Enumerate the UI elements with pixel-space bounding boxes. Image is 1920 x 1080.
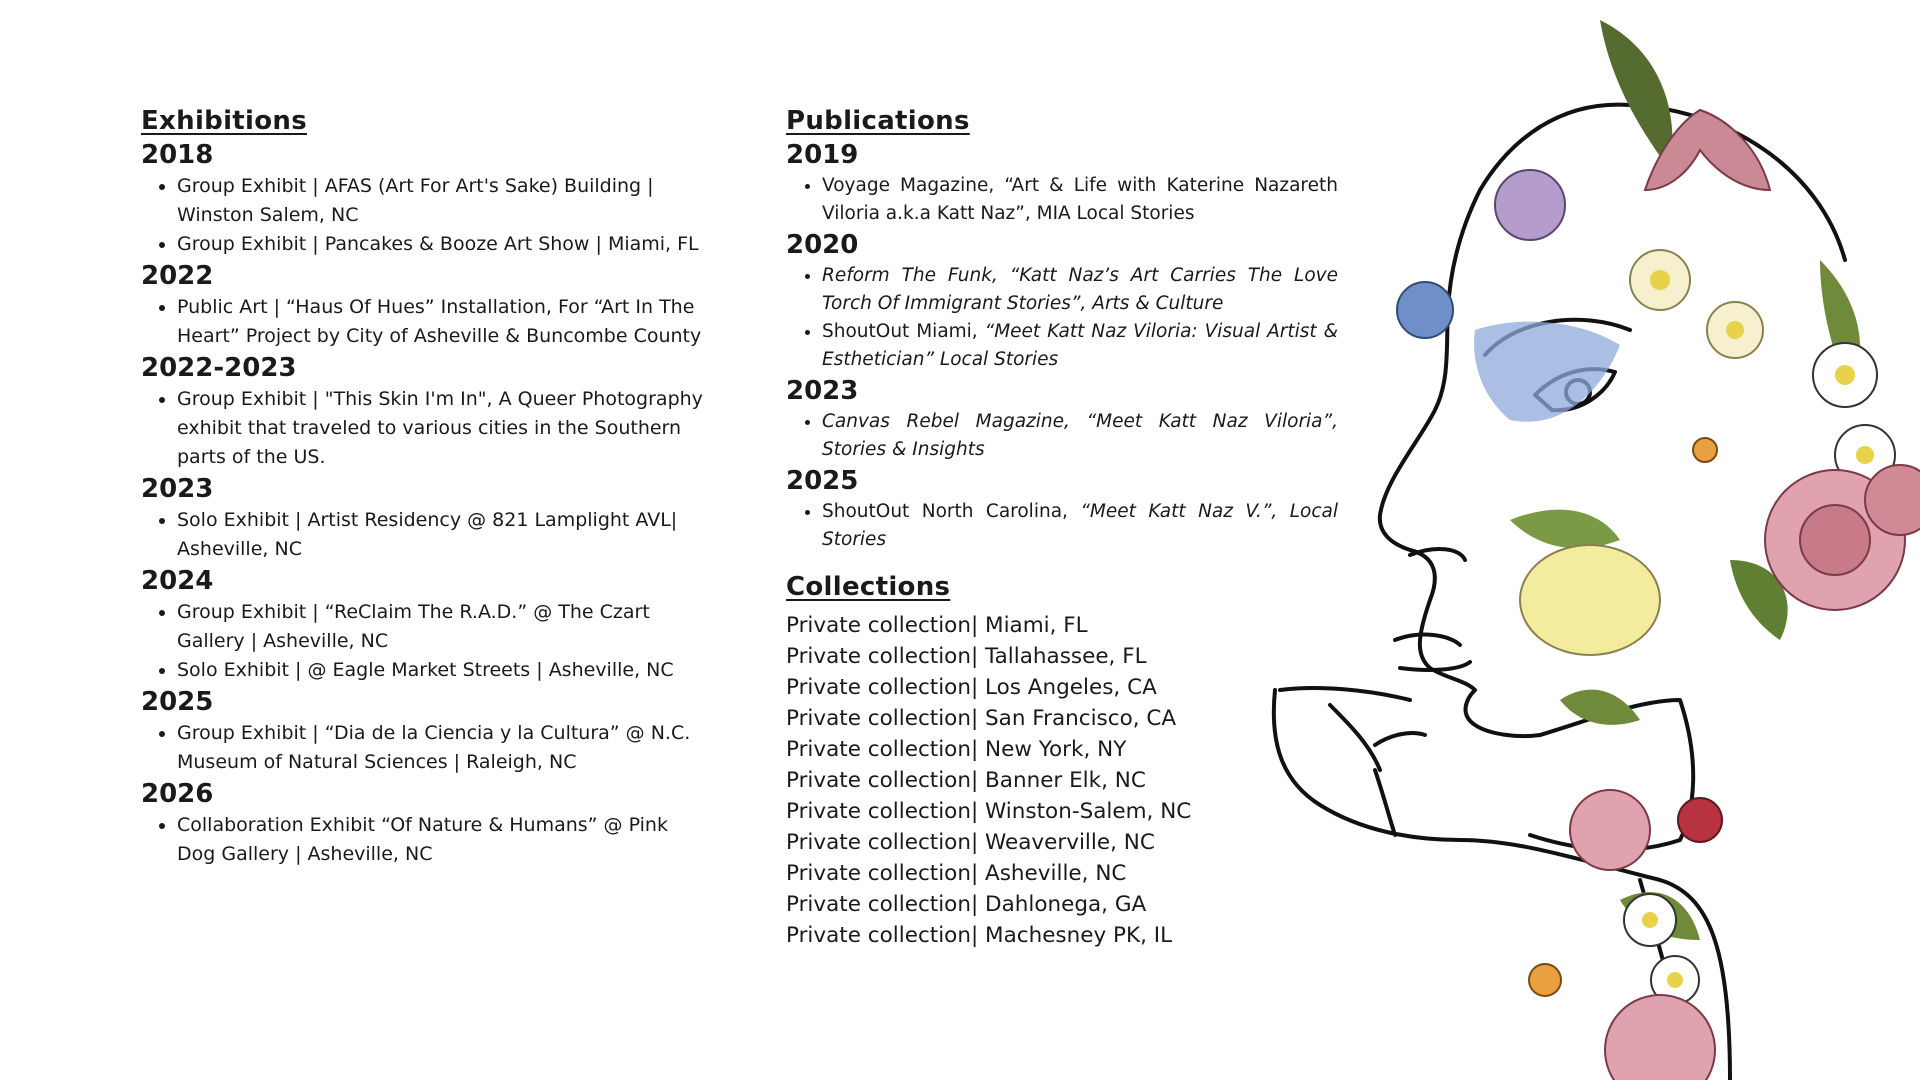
exhibitions-column bbox=[141, 104, 706, 869]
publication-italic-text: “Meet Katt Naz V.”, Local Stories bbox=[822, 501, 1338, 550]
exhibition-entry: • Solo Exhibit | Artist Residency @ 821 Lamplight AVL| Asheville, NC bbox=[177, 506, 706, 564]
publication-italic-text: “Meet Katt Naz Viloria: Visual Artist & Esthetician” Local Stories bbox=[822, 321, 1338, 370]
exhibition-list bbox=[141, 811, 706, 869]
exhibition-year: 2024 bbox=[141, 566, 214, 596]
exhibition-year-block bbox=[141, 564, 706, 685]
leaf bbox=[1560, 690, 1640, 725]
publication-plain-text: ShoutOut Miami, bbox=[822, 321, 985, 342]
publication-plain-text: ShoutOut North Carolina, bbox=[822, 501, 1081, 522]
exhibition-year: 2025 bbox=[141, 687, 214, 717]
exhibition-year-block bbox=[141, 259, 706, 351]
exhibition-entry: • Solo Exhibit | @ Eagle Market Streets | Asheville, NC bbox=[177, 656, 706, 685]
collections-list bbox=[786, 610, 1338, 951]
exhibition-year-block bbox=[141, 351, 706, 472]
exhibition-year: 2022 bbox=[141, 261, 214, 291]
collection-item: Private collection| Weaverville, NC bbox=[786, 830, 1155, 855]
daffodil-center bbox=[1650, 270, 1670, 290]
publication-year-block bbox=[786, 228, 1338, 374]
exhibition-list bbox=[141, 506, 706, 564]
narcissus-center bbox=[1856, 446, 1874, 464]
exhibition-entry: • Public Art | “Haus Of Hues” Installation, For “Art In The Heart” Project by City of Asheville & Buncombe County bbox=[177, 293, 706, 351]
exhibition-list bbox=[141, 719, 706, 777]
floral-portrait-illustration bbox=[1260, 0, 1920, 1080]
cornflower bbox=[1397, 282, 1453, 338]
publications-column bbox=[786, 104, 1338, 951]
exhibition-year: 2018 bbox=[141, 140, 214, 170]
rose bbox=[1605, 995, 1715, 1080]
exhibition-year: 2023 bbox=[141, 474, 214, 504]
collection-item: Private collection| Los Angeles, CA bbox=[786, 675, 1157, 700]
publication-list bbox=[786, 498, 1338, 554]
exhibition-entry: • Collaboration Exhibit “Of Nature & Humans” @ Pink Dog Gallery | Asheville, NC bbox=[177, 811, 706, 869]
exhibition-list bbox=[141, 172, 706, 259]
lilac-cluster bbox=[1520, 545, 1660, 655]
exhibition-entry: • Group Exhibit | “ReClaim The R.A.D.” @ The Czart Gallery | Asheville, NC bbox=[177, 598, 706, 656]
publication-plain-text: Voyage Magazine, “Art & Life with Katerine Nazareth Viloria a.k.a Katt Naz”, MIA Local Stories bbox=[822, 175, 1338, 224]
collection-item: Private collection| Tallahassee, FL bbox=[786, 644, 1147, 669]
hand-fingers bbox=[1280, 688, 1425, 835]
exhibition-year-block bbox=[141, 777, 706, 869]
leaf bbox=[1600, 20, 1672, 170]
collection-item: Private collection| New York, NY bbox=[786, 737, 1127, 762]
narcissus-center bbox=[1642, 912, 1658, 928]
exhibition-list bbox=[141, 385, 706, 472]
rose-red bbox=[1678, 798, 1722, 842]
thistle-flower bbox=[1495, 170, 1565, 240]
daffodil-center bbox=[1726, 321, 1744, 339]
exhibitions-heading: Exhibitions bbox=[141, 106, 307, 136]
publication-list bbox=[786, 172, 1338, 228]
orange-blossom bbox=[1693, 438, 1717, 462]
publication-year-block bbox=[786, 138, 1338, 228]
publication-year: 2025 bbox=[786, 466, 859, 496]
rose bbox=[1570, 790, 1650, 870]
collection-item: Private collection| Machesney PK, IL bbox=[786, 923, 1173, 948]
exhibition-list bbox=[141, 293, 706, 351]
rose-inner bbox=[1800, 505, 1870, 575]
lips bbox=[1395, 635, 1470, 670]
blue-eyeshadow bbox=[1474, 322, 1620, 422]
orange-blossom bbox=[1529, 964, 1561, 996]
publication-italic-text: Canvas Rebel Magazine, “Meet Katt Naz Viloria”, Stories & Insights bbox=[822, 411, 1338, 460]
publication-italic-text: Reform The Funk, “Katt Naz’s Art Carries The Love Torch Of Immigrant Stories”, Arts & Culture bbox=[822, 265, 1338, 314]
exhibition-year: 2022-2023 bbox=[141, 353, 297, 383]
publication-list bbox=[786, 262, 1338, 374]
collections-heading: Collections bbox=[786, 572, 951, 602]
publication-year: 2023 bbox=[786, 376, 859, 406]
publication-year-block bbox=[786, 374, 1338, 464]
flowers-group bbox=[1397, 110, 1920, 1080]
collections-section bbox=[786, 570, 1338, 951]
publication-year: 2020 bbox=[786, 230, 859, 260]
narcissus-center bbox=[1667, 972, 1683, 988]
publication-year-block bbox=[786, 464, 1338, 554]
narcissus-center bbox=[1835, 365, 1855, 385]
exhibition-list bbox=[141, 598, 706, 685]
exhibition-year-block bbox=[141, 472, 706, 564]
collection-item: Private collection| Dahlonega, GA bbox=[786, 892, 1147, 917]
publication-year: 2019 bbox=[786, 140, 859, 170]
exhibition-entry: • Group Exhibit | Pancakes & Booze Art Show | Miami, FL bbox=[177, 230, 706, 259]
publication-list bbox=[786, 408, 1338, 464]
publications-heading: Publications bbox=[786, 106, 970, 136]
collection-item: Private collection| San Francisco, CA bbox=[786, 706, 1177, 731]
exhibition-entry: • Group Exhibit | "This Skin I'm In", A Queer Photography exhibit that traveled to various cities in the Southern parts of the US. bbox=[177, 385, 706, 472]
exhibition-year: 2026 bbox=[141, 779, 214, 809]
collection-item: Private collection| Asheville, NC bbox=[786, 861, 1127, 886]
collection-item: Private collection| Winston-Salem, NC bbox=[786, 799, 1192, 824]
exhibition-year-block bbox=[141, 685, 706, 777]
collection-item: Private collection| Miami, FL bbox=[786, 613, 1088, 638]
exhibition-entry: • Group Exhibit | “Dia de la Ciencia y la Cultura” @ N.C. Museum of Natural Sciences | Raleigh, NC bbox=[177, 719, 706, 777]
exhibition-year-block bbox=[141, 138, 706, 259]
collection-item: Private collection| Banner Elk, NC bbox=[786, 768, 1146, 793]
exhibition-entry: • Group Exhibit | AFAS (Art For Art's Sake) Building | Winston Salem, NC bbox=[177, 172, 706, 230]
leaf bbox=[1510, 510, 1620, 549]
